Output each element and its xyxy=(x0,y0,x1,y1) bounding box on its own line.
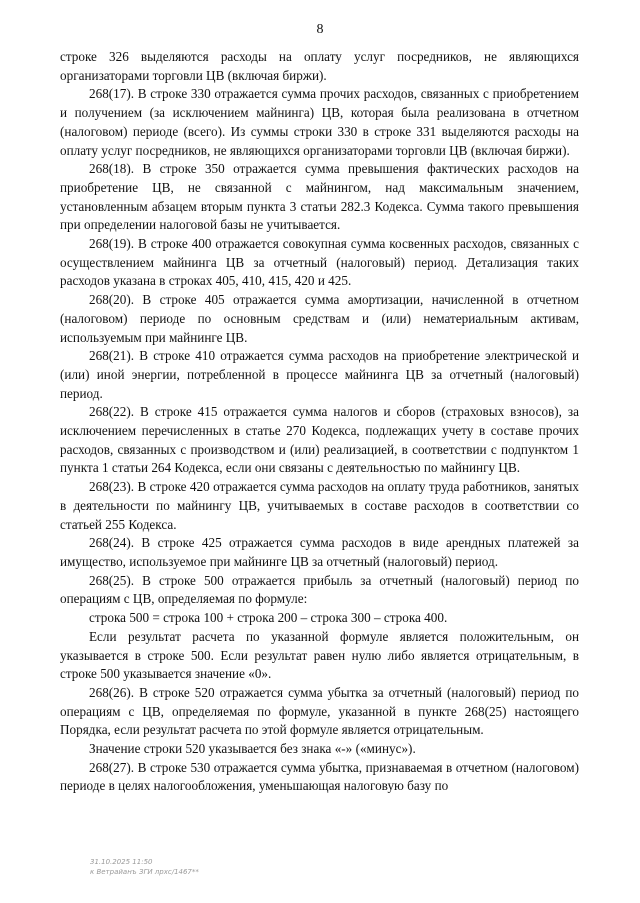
paragraph-268-25: 268(25). В строке 500 отражается прибыль за отчетный (налоговый) период по операциям с ЦВ, определяемая по формуле: xyxy=(60,572,579,607)
paragraph-268-23: 268(23). В строке 420 отражается сумма расходов на оплату труда работников, занятых в деятельности по майнингу ЦВ, учитываемых в составе расходов в соответствии со статьей 255 Кодекса. xyxy=(60,479,579,532)
paragraph-268-24: 268(24). В строке 425 отражается сумма расходов в виде арендных платежей за имущество, используемое при майнинге ЦВ за отчетный (налоговый) период. xyxy=(60,535,579,569)
print-stamp xyxy=(90,857,199,877)
paragraph-result-note: Если результат расчета по указанной формуле является положительным, он указывается в строке 500. Если результат равен нулю либо является отрицательным, в строке 500 указывается значение «0». xyxy=(60,628,579,682)
stamp-reference: к Ветрайанъ ЗГИ лрхс/1467** xyxy=(90,868,199,876)
paragraph-268-17: 268(17). В строке 330 отражается сумма прочих расходов, связанных с приобретением и получением (за исключением майнинга) ЦВ, которая была реализована в отчетном (налоговом) периоде (всего). Из суммы строки 330 в строке 331 выделяются расходы на оплату услуг посредников, не являющихся организаторами торговли ЦВ (включая биржи). xyxy=(60,86,579,158)
stamp-datetime: 31.10.2025 11:50 xyxy=(90,858,153,866)
paragraph-continuation: строке 326 выделяются расходы на оплату услуг посредников, не являющихся организаторами торговли ЦВ (включая биржи). xyxy=(60,49,579,83)
formula-line: строка 500 = строка 100 + строка 200 – строка 300 – строка 400. xyxy=(89,610,448,626)
paragraph-268-21: 268(21). В строке 410 отражается сумма расходов на приобретение электрической и (или) иной энергии, потребленной в процессе майнинга ЦВ за отчетный (налоговый) период. xyxy=(60,348,579,401)
paragraph-268-20: 268(20). В строке 405 отражается сумма амортизации, начисленной в отчетном (налоговом) периоде по основным средствам и (или) нематериальным активам, используемым при майнинге ЦВ. xyxy=(60,292,579,345)
paragraph-268-19: 268(19). В строке 400 отражается совокупная сумма косвенных расходов, связанных с осуществлением майнинга ЦВ за отчетный (налоговый) период. Детализация таких расходов указана в строках 405, 410, 415, 420 и 425. xyxy=(60,236,579,289)
paragraph-line-520-note: Значение строки 520 указывается без знака «-» («минус»). xyxy=(89,741,416,757)
page-number: 8 xyxy=(316,22,324,37)
paragraph-268-18: 268(18). В строке 350 отражается сумма превышения фактических расходов на приобретение ЦВ, не связанной с майнингом, над максимальным значением, установленным абзацем вторым пункта 3 статьи 282.3 Кодекса. Сумма такого превышения при определении налоговой базы не учитывается. xyxy=(60,161,579,233)
paragraph-268-22: 268(22). В строке 415 отражается сумма налогов и сборов (страховых взносов), за исключением перечисленных в статье 270 Кодекса, подлежащих учету в составе прочих расходов, связанных с производством и (или) реализацией, в соответствии с подпунктом 1 пункта 1 статьи 264 Кодекса, если они связаны с деятельностью по майнингу ЦВ. xyxy=(60,404,579,476)
paragraph-268-26: 268(26). В строке 520 отражается сумма убытка за отчетный (налоговый) период по операциям с ЦВ, определяемая по формуле, указанной в пункте 268(25) настоящего Порядка, если результат расчета по этой формуле является отрицательным. xyxy=(60,684,579,738)
document-body xyxy=(60,48,579,796)
paragraph-268-27: 268(27). В строке 530 отражается сумма убытка, признаваемая в отчетном (налоговом) периоде в целях налогообложения, уменьшающая налоговую базу по xyxy=(60,759,579,794)
